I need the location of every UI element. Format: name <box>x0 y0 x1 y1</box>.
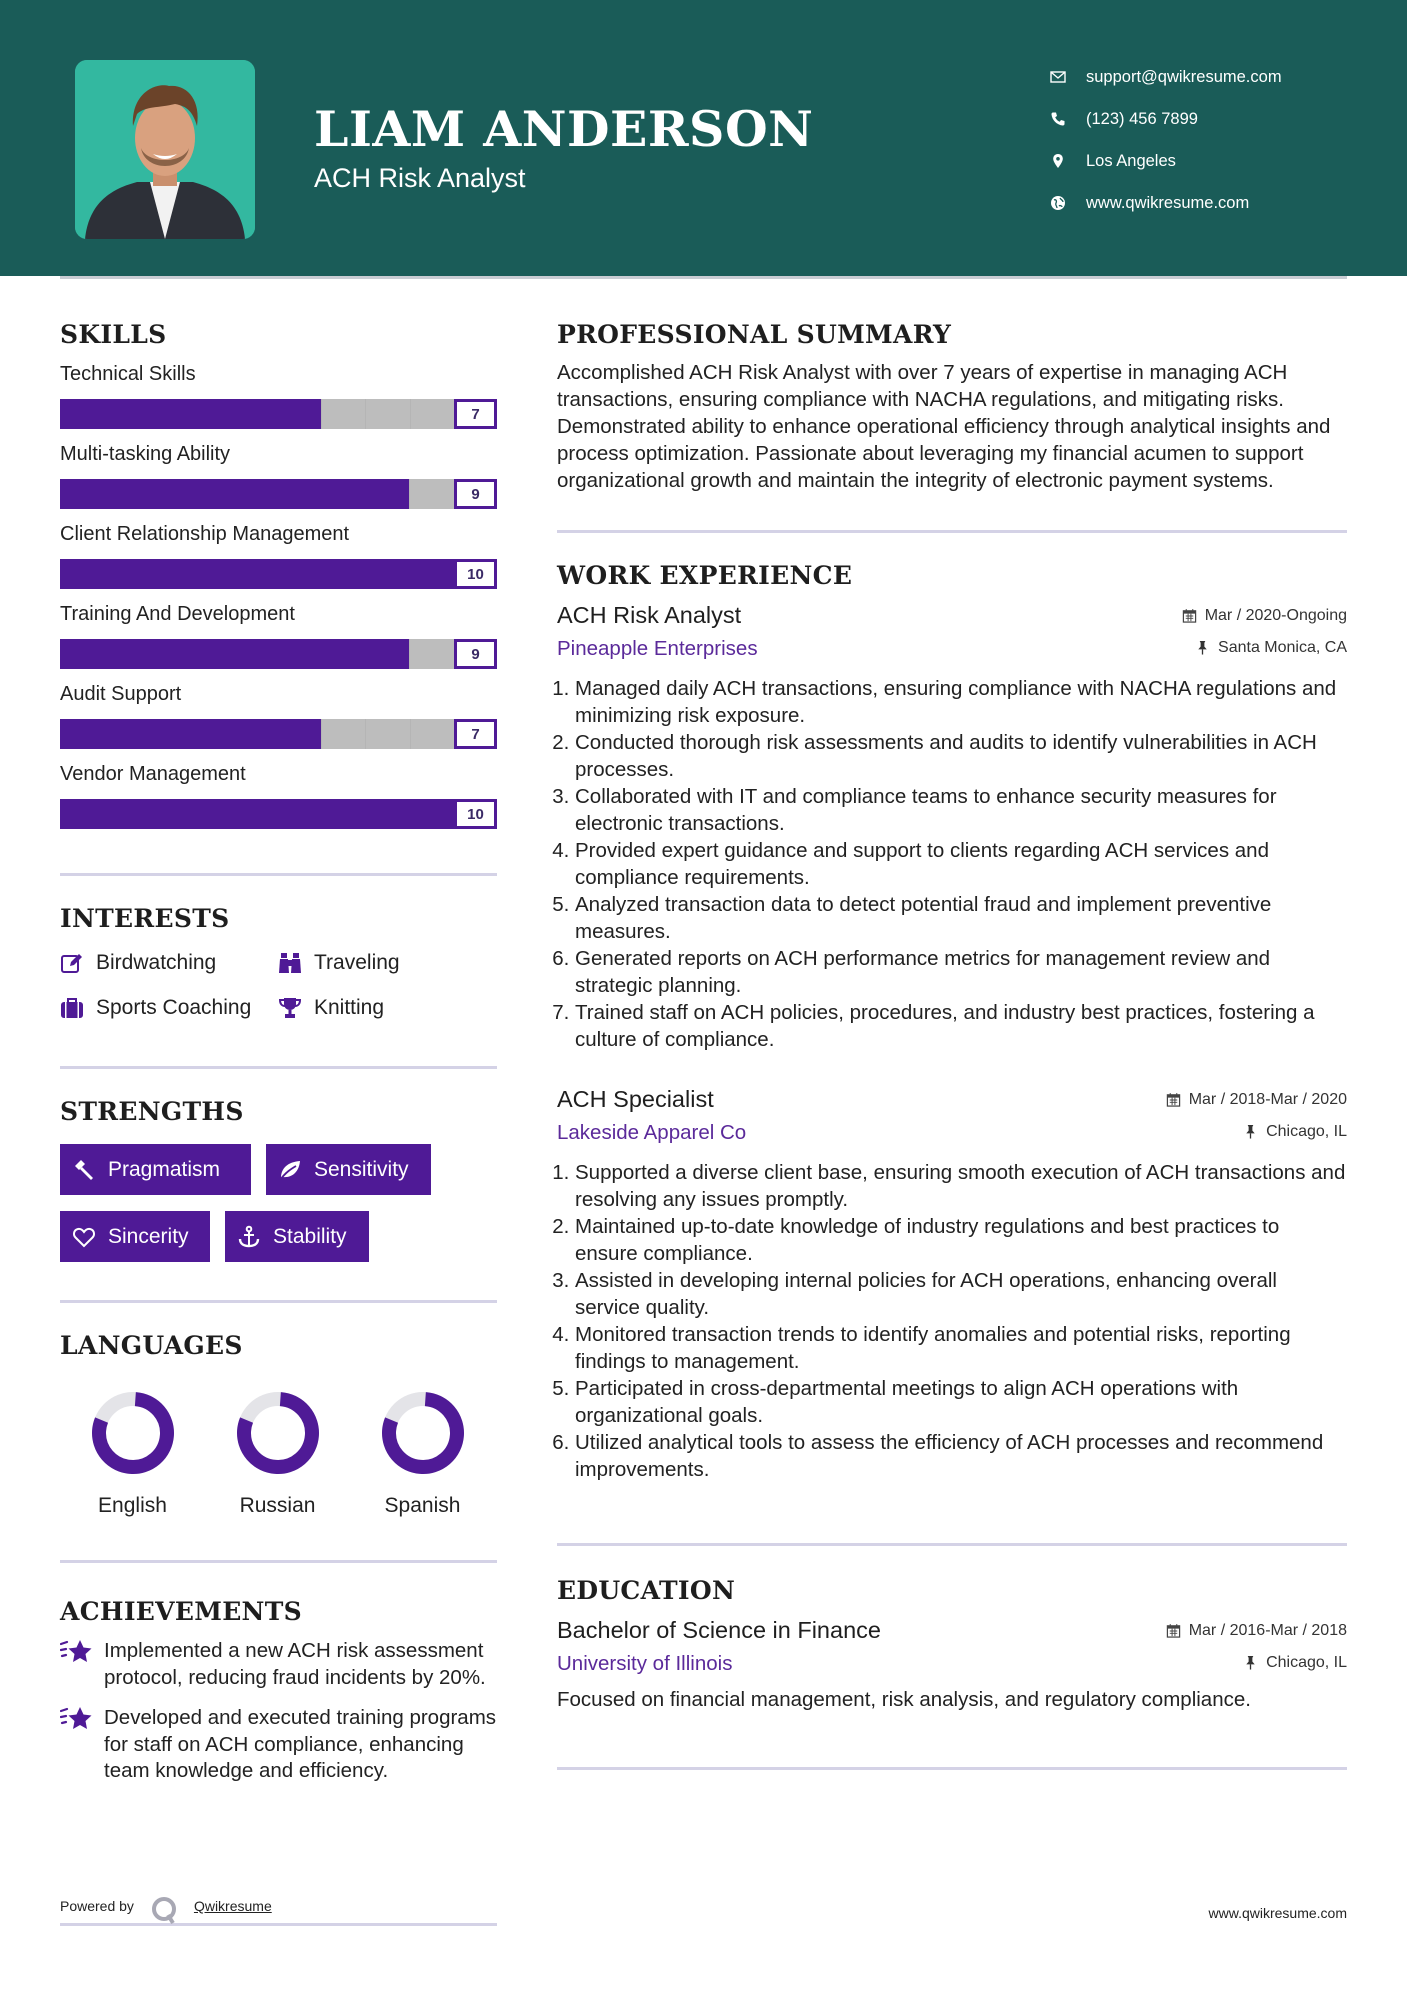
languages-list <box>60 1390 497 1518</box>
powered-by-footer <box>60 1898 497 1926</box>
edit-icon <box>60 951 84 975</box>
skill-bar-segment <box>409 639 454 669</box>
skill-label: Training And Development <box>60 603 295 625</box>
language-label: Spanish <box>384 1494 461 1517</box>
skill-bar-segment <box>235 479 279 509</box>
powered-by-label: Powered by <box>60 1898 134 1914</box>
skill-item <box>60 759 497 829</box>
person-portrait-icon <box>75 60 255 239</box>
skill-bar-segment <box>366 639 410 669</box>
gavel-icon <box>72 1158 96 1182</box>
map-marker-icon <box>1050 153 1086 169</box>
achievement-text: Implemented a new ACH risk assessment protocol, reducing fraud incidents by 20%. <box>104 1639 486 1689</box>
contact-website-text: www.qwikresume.com <box>1086 193 1250 212</box>
skill-bar-segment <box>148 799 192 829</box>
skill-item <box>60 359 497 429</box>
trophy-icon <box>278 996 302 1020</box>
interests-heading: INTERESTS <box>60 904 230 933</box>
interest-label: Birdwatching <box>96 950 217 974</box>
education-dates <box>1166 1622 1347 1640</box>
strengths-section <box>60 1097 497 1262</box>
job-dates-text: Mar / 2020-Ongoing <box>1204 606 1347 624</box>
skill-bar-segment <box>322 479 366 509</box>
achievement-item <box>60 1705 497 1785</box>
section-divider <box>557 1543 1347 1546</box>
skill-bar-segment <box>278 479 322 509</box>
skill-bar-segment <box>147 399 190 429</box>
strength-tag <box>266 1144 431 1195</box>
skill-label: Client Relationship Management <box>60 523 350 545</box>
resume-header <box>0 0 1407 276</box>
skill-bar-segment <box>323 799 367 829</box>
calendar-icon <box>1166 1092 1181 1107</box>
job-bullet: 5. Analyzed transaction data to detect potential fraud and implement preventive measures. <box>575 891 1347 945</box>
job-bullet: 3. Collaborated with IT and compliance teams to enhance security measures for electronic transactions. <box>575 783 1347 837</box>
footer-website-link[interactable]: www.qwikresume.com <box>1208 1905 1347 1921</box>
language-item <box>350 1390 495 1518</box>
job-entry <box>557 1086 1347 1483</box>
languages-section <box>60 1331 497 1518</box>
interest-item <box>278 994 498 1021</box>
skill-bar-segment <box>278 639 322 669</box>
heart-icon <box>72 1225 96 1249</box>
profile-photo <box>75 60 255 239</box>
strength-label: Sensitivity <box>314 1157 409 1181</box>
skill-bar-segment <box>322 639 366 669</box>
education-section <box>557 1576 1347 1713</box>
skill-bar-segment <box>60 639 104 669</box>
skill-bar-segment <box>147 479 191 509</box>
languages-heading: LANGUAGES <box>60 1331 243 1360</box>
calendar-icon <box>1182 608 1197 623</box>
suitcase-icon <box>60 996 84 1020</box>
skill-bar-segment <box>191 639 235 669</box>
job-bullet: 7. Trained staff on ACH policies, procedures, and industry best practices, fostering a culture of compliance. <box>575 999 1347 1053</box>
language-proficiency-ring-icon <box>380 1390 466 1476</box>
skill-label: Vendor Management <box>60 763 246 785</box>
job-dates <box>1166 1091 1347 1109</box>
skill-bar-segment <box>191 799 235 829</box>
language-proficiency-ring-icon <box>235 1390 321 1476</box>
experience-heading: WORK EXPERIENCE <box>557 561 853 590</box>
job-title: ACH Risk Analyst <box>557 602 742 628</box>
summary-heading: PROFESSIONAL SUMMARY <box>557 320 952 349</box>
section-divider <box>60 873 497 876</box>
skill-meter <box>60 479 497 509</box>
skill-item <box>60 439 497 509</box>
skill-bar-segment <box>365 719 409 749</box>
job-location <box>1243 1123 1347 1141</box>
job-dates-text: Mar / 2018-Mar / 2020 <box>1188 1090 1347 1108</box>
qwikresume-link[interactable]: Qwikresume <box>193 1898 272 1914</box>
job-bullet: 3. Assisted in developing internal policies for ACH operations, enhancing overall service quality. <box>575 1267 1347 1321</box>
pushpin-icon <box>1195 640 1210 655</box>
skill-bar-segment <box>409 479 454 509</box>
job-bullet: 2. Maintained up-to-date knowledge of industry regulations and best practices to ensure compliance. <box>575 1213 1347 1267</box>
shooting-star-icon <box>60 1638 94 1666</box>
education-heading: EDUCATION <box>557 1576 736 1605</box>
skill-bar-segment <box>147 639 191 669</box>
skill-bar-segment <box>60 399 103 429</box>
qwikresume-logo-icon <box>150 1896 180 1926</box>
achievement-text: Developed and executed training programs for staff on ACH compliance, enhancing team knowledge and efficiency. <box>104 1706 497 1782</box>
summary-text: Accomplished ACH Risk Analyst with over 7 years of expertise in managing ACH transactions, ensuring compliance with NACHA regulations, and mitigating risks. Demonstrated ability to enhance operational efficiency through analytical insights and process optimization. Passionate about leveraging my financial acumen to support organizational growth and maintain the integrity of electronic payment systems. <box>557 361 1331 492</box>
education-dates-text: Mar / 2016-Mar / 2018 <box>1188 1621 1347 1639</box>
skill-bar-segment <box>323 559 367 589</box>
job-company: Pineapple Enterprises <box>557 637 758 660</box>
job-bullet: 2. Conducted thorough risk assessments and audits to identify vulnerabilities in ACH processes. <box>575 729 1347 783</box>
contact-phone-text: (123) 456 7899 <box>1086 109 1198 128</box>
experience-section <box>557 561 1347 1483</box>
strength-tag <box>225 1211 369 1262</box>
skill-label: Technical Skills <box>60 363 196 385</box>
skill-bar-segment <box>234 719 277 749</box>
skills-section <box>60 320 497 829</box>
job-bullet: 4. Provided expert guidance and support to clients regarding ACH services and compliance requirements. <box>575 837 1347 891</box>
language-proficiency-ring-icon <box>90 1390 176 1476</box>
skill-value: 9 <box>454 639 497 669</box>
skill-label: Audit Support <box>60 683 182 705</box>
binoculars-icon <box>278 951 302 975</box>
skill-bar-segment <box>104 639 148 669</box>
job-location <box>1195 639 1347 657</box>
skill-bar-segment <box>103 719 146 749</box>
right-column <box>557 320 1347 1770</box>
job-title: ACH Specialist <box>557 1086 714 1112</box>
skill-bar-segment <box>321 399 365 429</box>
skill-bar-segment <box>321 719 365 749</box>
achievements-section <box>60 1597 497 1785</box>
interest-item <box>60 949 278 976</box>
skill-bar-segment <box>279 799 323 829</box>
skill-bar-segment <box>190 719 233 749</box>
contact-location <box>1050 140 1282 182</box>
skill-value: 10 <box>454 559 497 589</box>
language-label: English <box>98 1494 167 1517</box>
skill-bar-segment <box>410 399 454 429</box>
contact-website[interactable] <box>1050 182 1282 224</box>
education-location <box>1243 1654 1347 1672</box>
strength-label: Sincerity <box>108 1224 189 1248</box>
strengths-heading: STRENGTHS <box>60 1097 244 1126</box>
skill-bar-segment <box>410 559 454 589</box>
skill-bar-segment <box>147 719 190 749</box>
skill-bar-segment <box>366 799 410 829</box>
anchor-icon <box>237 1225 261 1249</box>
skill-meter <box>60 719 497 749</box>
pushpin-icon <box>1243 1655 1258 1670</box>
skill-bar-segment <box>366 479 410 509</box>
education-entry <box>557 1617 1347 1713</box>
job-bullet: 4. Monitored transaction trends to identify anomalies and potential risks, reporting findings to management. <box>575 1321 1347 1375</box>
pushpin-icon <box>1243 1124 1258 1139</box>
contact-location-text: Los Angeles <box>1086 151 1176 170</box>
interests-list <box>60 949 497 1021</box>
globe-icon <box>1050 195 1086 211</box>
skill-meter <box>60 639 497 669</box>
skill-bar-segment <box>104 479 148 509</box>
strength-tag <box>60 1144 251 1195</box>
interest-label: Traveling <box>314 950 400 974</box>
skill-bar <box>60 399 454 429</box>
job-location-text: Chicago, IL <box>1266 1122 1347 1140</box>
section-divider <box>557 1767 1347 1770</box>
skill-bar-segment <box>234 399 277 429</box>
section-divider <box>60 1066 497 1069</box>
candidate-title: ACH Risk Analyst <box>314 163 526 193</box>
contact-email-text: support@qwikresume.com <box>1086 67 1282 86</box>
interests-section <box>60 904 497 1021</box>
strength-tag <box>60 1211 210 1262</box>
header-divider <box>60 276 1347 279</box>
interest-label: Knitting <box>314 995 385 1019</box>
education-location-text: Chicago, IL <box>1266 1653 1347 1671</box>
skill-bar-segment <box>104 559 148 589</box>
interest-item <box>60 994 278 1021</box>
skill-bar-segment <box>365 399 409 429</box>
skill-bar-segment <box>235 799 279 829</box>
skill-bar-segment <box>60 799 104 829</box>
skill-bar-segment <box>103 399 146 429</box>
degree-title: Bachelor of Science in Finance <box>557 1617 881 1643</box>
phone-icon <box>1050 111 1086 127</box>
skills-heading: SKILLS <box>60 320 167 349</box>
strength-label: Pragmatism <box>108 1157 221 1181</box>
skill-bar-segment <box>60 479 104 509</box>
skill-bar-segment <box>191 479 235 509</box>
candidate-name: LIAM ANDERSON <box>314 100 814 158</box>
job-bullets <box>557 1159 1347 1483</box>
language-label: Russian <box>239 1494 316 1517</box>
skill-bar-segment <box>410 799 454 829</box>
skills-list <box>60 359 497 829</box>
left-column <box>60 320 497 1785</box>
interest-item <box>278 949 498 976</box>
school-name: University of Illinois <box>557 1652 733 1675</box>
skill-bar-segment <box>279 559 323 589</box>
skill-bar <box>60 559 454 589</box>
job-company: Lakeside Apparel Co <box>557 1121 747 1144</box>
language-item <box>60 1390 205 1518</box>
interest-label: Sports Coaching <box>96 995 252 1019</box>
achievement-item <box>60 1638 497 1691</box>
job-bullet: 1. Supported a diverse client base, ensuring smooth execution of ACH transactions and resolving any issues promptly. <box>575 1159 1347 1213</box>
strengths-list <box>60 1144 497 1262</box>
job-location-text: Santa Monica, CA <box>1218 638 1347 656</box>
skill-meter <box>60 559 497 589</box>
skill-bar-segment <box>148 559 192 589</box>
skill-bar-segment <box>366 559 410 589</box>
skill-bar <box>60 479 454 509</box>
skill-bar-segment <box>277 399 320 429</box>
job-dates <box>1182 607 1347 625</box>
skill-bar-segment <box>104 799 148 829</box>
job-bullet: 1. Managed daily ACH transactions, ensuring compliance with NACHA regulations and minimizing risk exposure. <box>575 675 1347 729</box>
job-bullet: 6. Generated reports on ACH performance metrics for management review and strategic planning. <box>575 945 1347 999</box>
job-bullets <box>557 675 1347 1053</box>
skill-meter <box>60 799 497 829</box>
skill-value: 10 <box>454 799 497 829</box>
section-divider <box>60 1300 497 1303</box>
language-item <box>205 1390 350 1518</box>
skill-bar-segment <box>410 719 454 749</box>
skill-meter <box>60 399 497 429</box>
summary-section <box>557 320 1347 494</box>
skill-value: 7 <box>454 719 497 749</box>
shooting-star-icon <box>60 1705 94 1733</box>
skill-bar-segment <box>235 559 279 589</box>
skill-label: Multi-tasking Ability <box>60 443 231 465</box>
section-divider <box>60 1560 497 1563</box>
contact-email[interactable] <box>1050 56 1282 98</box>
skill-item <box>60 519 497 589</box>
achievements-heading: ACHIEVEMENTS <box>60 1597 302 1626</box>
skill-bar-segment <box>191 559 235 589</box>
job-bullet: 5. Participated in cross-departmental meetings to align ACH operations with organizational goals. <box>575 1375 1347 1429</box>
leaf-icon <box>278 1158 302 1182</box>
skill-bar <box>60 639 454 669</box>
skill-bar <box>60 719 454 749</box>
section-divider <box>557 530 1347 533</box>
contact-phone[interactable] <box>1050 98 1282 140</box>
calendar-icon <box>1166 1623 1181 1638</box>
job-entry <box>557 602 1347 1053</box>
education-description: Focused on financial management, risk analysis, and regulatory compliance. <box>557 1688 1251 1711</box>
skill-value: 7 <box>454 399 497 429</box>
strength-label: Stability <box>273 1224 347 1248</box>
skill-bar-segment <box>60 719 103 749</box>
skill-bar-segment <box>277 719 320 749</box>
skill-bar-segment <box>235 639 279 669</box>
job-bullet: 6. Utilized analytical tools to assess the efficiency of ACH processes and recommend improvements. <box>575 1429 1347 1483</box>
skill-value: 9 <box>454 479 497 509</box>
skill-bar-segment <box>60 559 104 589</box>
skill-item <box>60 679 497 749</box>
contact-list <box>1050 56 1282 224</box>
skill-bar <box>60 799 454 829</box>
envelope-icon <box>1050 69 1086 85</box>
skill-bar-segment <box>190 399 233 429</box>
skill-item <box>60 599 497 669</box>
